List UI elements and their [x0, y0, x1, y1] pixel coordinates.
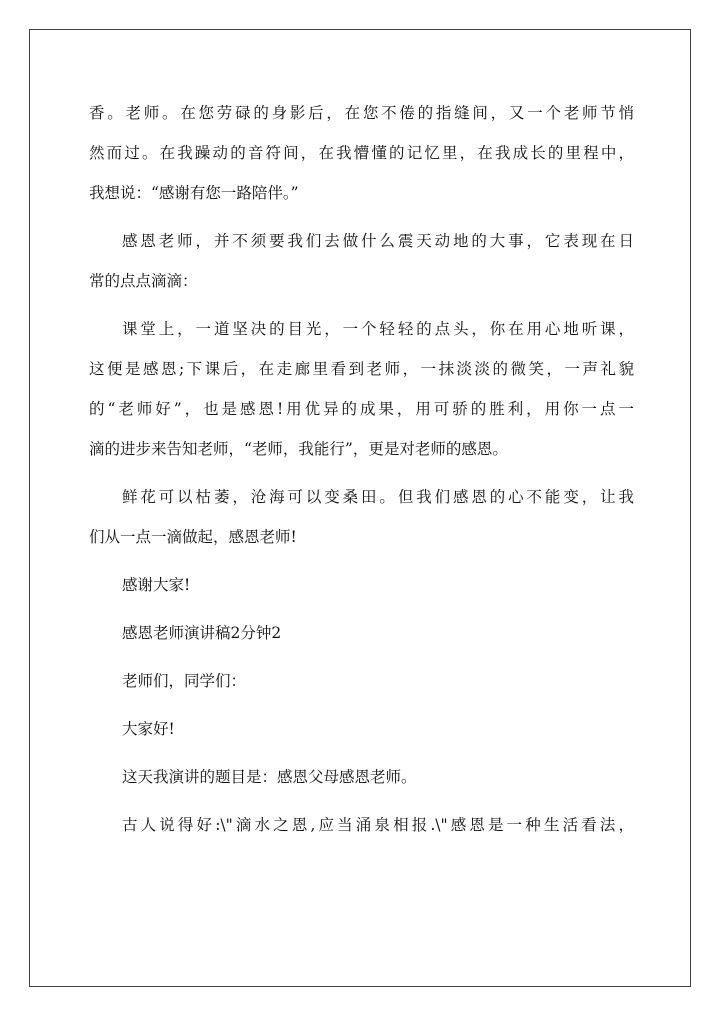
paragraph-line: 老师们，同学们： [122, 672, 247, 690]
section-title: 感恩老师演讲稿2分钟2 [122, 624, 282, 642]
paragraph-start-line: 课堂上，一道坚决的目光，一个轻轻的点头，你在用心地听课， [122, 320, 634, 338]
paragraph-start-line: 鲜花可以枯萎，沧海可以变桑田。但我们感恩的心不能变，让我 [122, 488, 634, 506]
text-line: 滴的进步来告知老师，“老师，我能行”，更是对老师的感恩。 [89, 440, 508, 458]
document-body [89, 93, 634, 845]
text-line: 们从一点一滴做起，感恩老师! [89, 528, 297, 546]
text-line: 这便是感恩;下课后，在走廊里看到老师，一抹淡淡的微笑，一声礼貌 [89, 360, 634, 378]
text-line: 的“老师好”，也是感恩!用优异的成果，用可骄的胜利，用你一点一 [89, 400, 634, 418]
paragraph-start-line: 古人说得好:\"滴水之恩,应当涌泉相报.\"感恩是一种生活看法， [122, 816, 634, 834]
paragraph-line: 感谢大家! [122, 576, 191, 594]
paragraph-start-line: 感恩老师，并不须要我们去做什么震天动地的大事，它表现在日 [122, 232, 634, 250]
text-line: 常的点点滴滴： [89, 272, 198, 290]
text-line: 我想说：“感谢有您一路陪伴。” [89, 184, 299, 202]
text-line: 香。老师。在您劳碌的身影后，在您不倦的指缝间，又一个老师节悄 [89, 104, 634, 122]
text-line: 然而过。在我躁动的音符间，在我懵懂的记忆里，在我成长的里程中， [89, 144, 634, 162]
paragraph-line: 这天我演讲的题目是：感恩父母感恩老师。 [122, 768, 417, 786]
paragraph-line: 大家好! [122, 720, 175, 738]
